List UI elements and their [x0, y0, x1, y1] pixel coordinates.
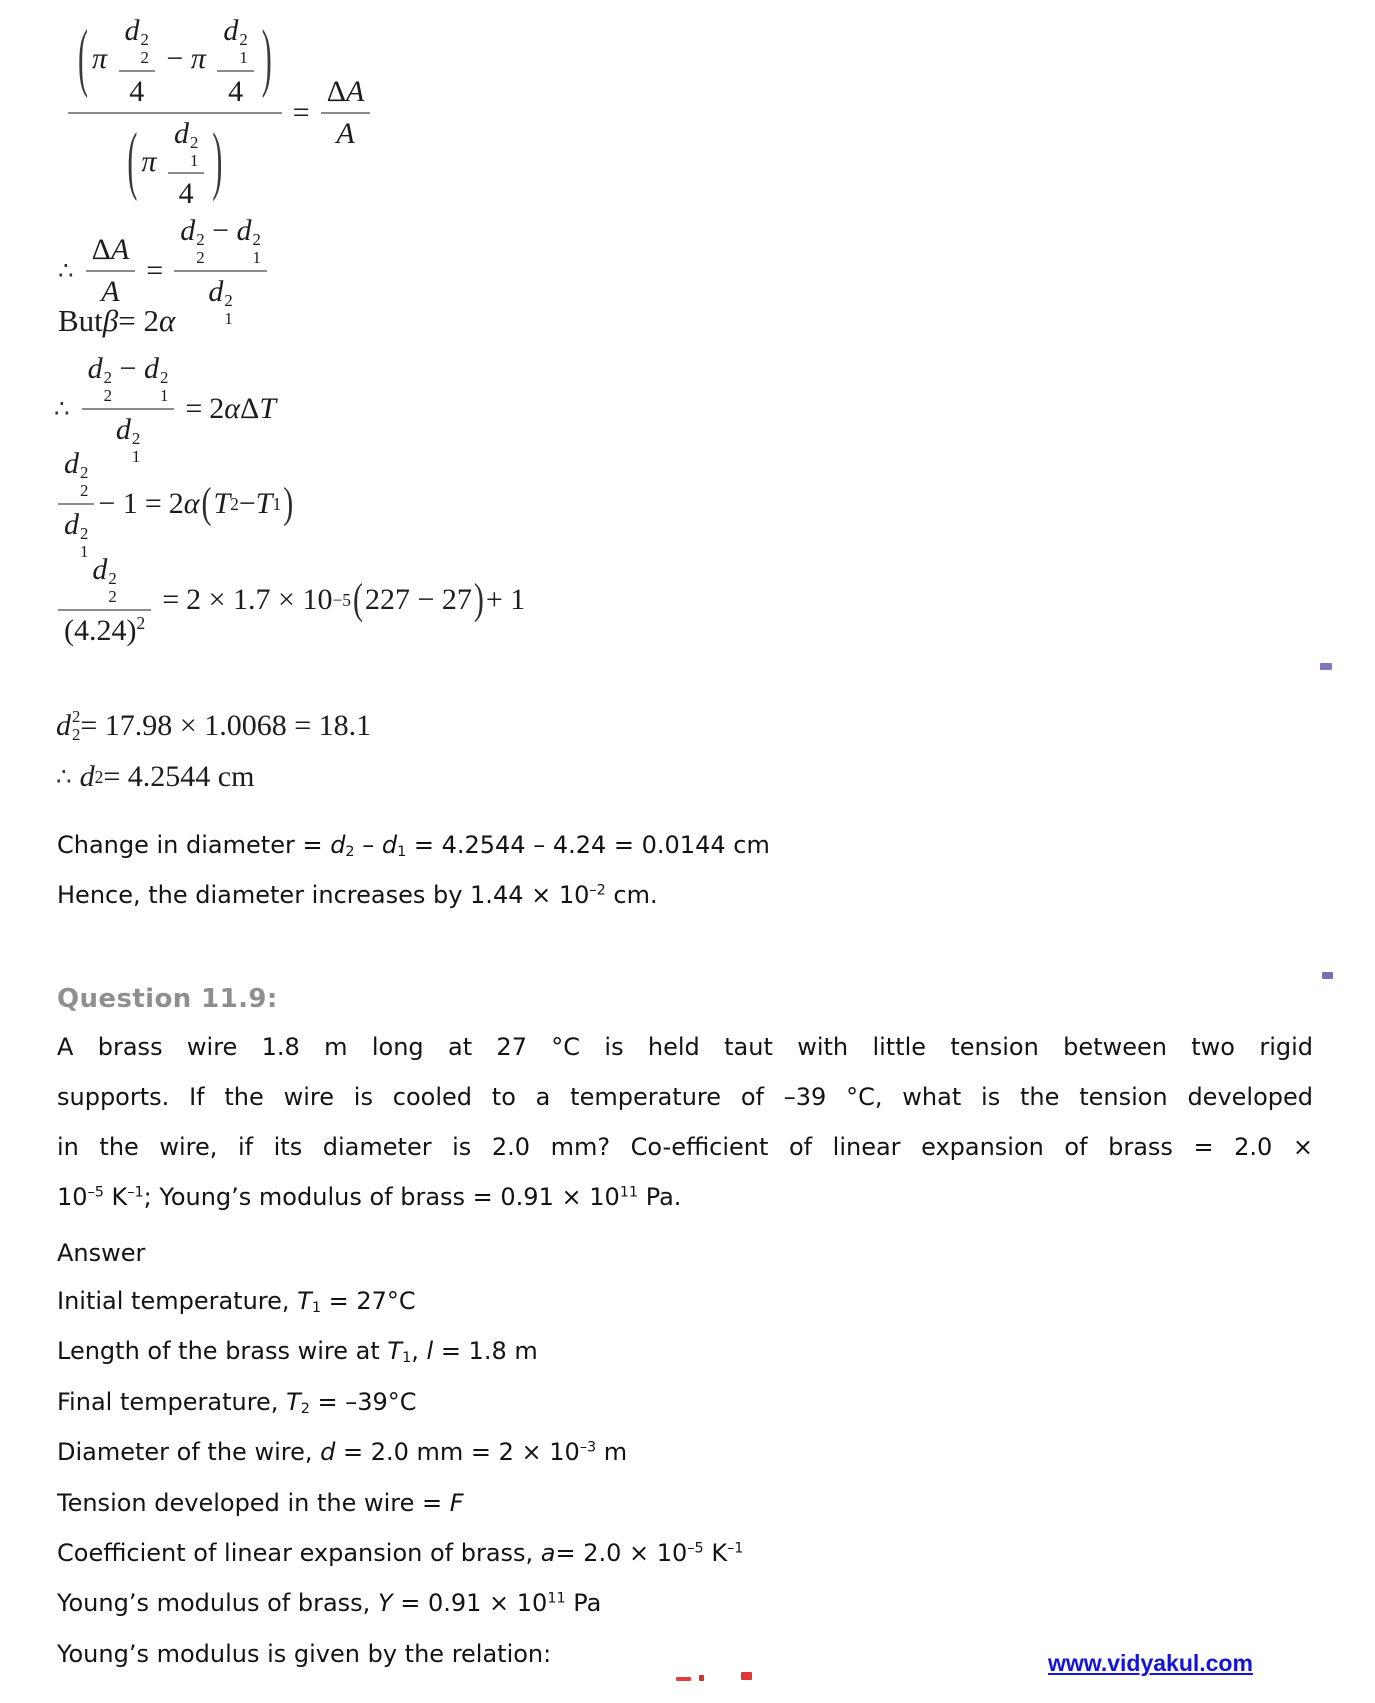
change-in-diameter-line: Change in diameter = $d_2 - d_1 = 4.2544 - 4.24 = 0.0144$ cm	[57, 831, 770, 860]
given-expansion-coefficient: Coefficient of linear expansion of brass, $a= 2.0 \times 10^{-5}$ $K^{-1}$	[57, 1539, 744, 1568]
answer-label: Answer	[57, 1239, 146, 1267]
equation-numeric-substitution: d 2 2 $(4.24)^2$ = 2 × 1.7 × 10 −5 ( 227 − 27 ) + 1	[54, 553, 525, 648]
purple-dash-artifact-2	[1322, 972, 1333, 979]
given-wire-diameter: Diameter of the wire, d = 2.0 mm = $2 \times 10^{-3}$ m	[57, 1438, 628, 1467]
purple-dash-artifact-1	[1320, 663, 1332, 670]
equation-minus-one: d 2 2 d 2 1 − 1 = 2 α ( T 2 − T 1 )	[54, 447, 295, 560]
given-youngs-modulus: Young’s modulus of brass, $Y = 0.91 \times 10^{11}$ Pa	[57, 1589, 602, 1618]
given-tension: Tension developed in the wire = F	[57, 1488, 464, 1517]
equation-area-ratio: ( π d 2 2 4 − π d 2 1 4 ) ( π d 2 1 4 ) = $\frac{\Delta A}{A}$	[64, 14, 374, 211]
equation-d2-result: ∴ d 2 = 4.2544 cm	[56, 760, 255, 793]
equation-relative-area: ∴ $\frac{\Delta A}{A}$ = d 2 2 − d 2 1 d 2 1	[58, 214, 271, 327]
red-clipped-text-artifact-3	[741, 1672, 752, 1680]
equation-d2-squared-result: d 2 2 = 17.98 × 1.0068 = 18.1	[56, 707, 372, 744]
red-clipped-text-artifact-2	[699, 1675, 704, 1681]
hence-conclusion-line: Hence, the diameter increases by $1.44 \times 10^{-2}$ cm.	[57, 881, 658, 909]
given-initial-temperature: Initial temperature, $T_1 = 27^\circ C$	[57, 1287, 416, 1316]
question-line-2: supports. If the wire is cooled to a temperature of –39 °C, what is the tension developed	[57, 1083, 1313, 1111]
question-paragraph	[57, 1022, 1313, 1222]
given-data-block	[57, 1276, 743, 1679]
equation-2alpha-deltaT: ∴ d 2 2 − d 2 1 d 2 1 = 2 α Δ T	[54, 352, 277, 466]
question-line-3: in the wire, if its diameter is 2.0 mm? Co-efficient of linear expansion of brass = 2.0 ×	[57, 1133, 1313, 1161]
given-final-temperature: Final temperature, $T_2 = -39^\circ C$	[57, 1387, 417, 1417]
youngs-modulus-relation-intro: Young’s modulus is given by the relation:	[57, 1639, 552, 1668]
equation-beta-2alpha: But β = 2 α	[58, 303, 176, 338]
question-line-1: A brass wire 1.8 m long at 27 °C is held taut with little tension between two rigid	[57, 1033, 1313, 1061]
question-line-4: $10^{-5}$ $K^{-1}$; Young’s modulus of brass = $0.91 \times 10^{11}$ Pa.	[57, 1183, 682, 1211]
red-clipped-text-artifact-1	[676, 1677, 691, 1681]
question-heading: Question 11.9:	[57, 984, 278, 1014]
vidyakul-footer-link[interactable]: www.vidyakul.com	[1048, 1650, 1253, 1676]
given-wire-length: Length of the brass wire at $T_1$, l = 1.8 m	[57, 1337, 538, 1367]
